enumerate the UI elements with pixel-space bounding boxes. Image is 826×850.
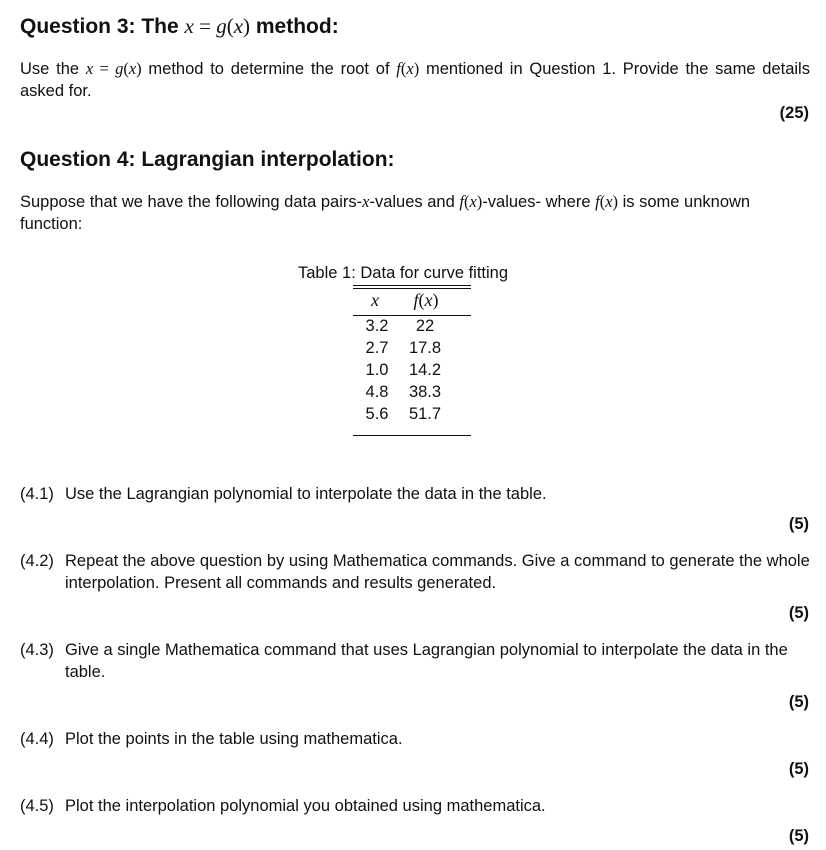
table-header-x: x	[371, 290, 379, 310]
heading-math: x = g(x)	[184, 14, 251, 38]
table-caption: Table 1: Data for curve fitting	[298, 264, 509, 282]
table-cell-fx: 17.8	[408, 339, 442, 357]
question-4-intro: Suppose that we have the following data pairs-x-values and f(x)-values- where f(x) is some unknown function:	[20, 192, 751, 233]
table-cell-x: 5.6	[365, 405, 389, 423]
table-cell-x: 3.2	[365, 317, 389, 335]
table-cell-fx: 14.2	[408, 361, 442, 379]
question-3-heading: Question 3: The x = g(x) method:	[20, 14, 339, 38]
question-4-heading: Question 4: Lagrangian interpolation:	[20, 148, 395, 171]
subquestion-4-1: (4.1) Use the Lagrangian polynomial to interpolate the data in the table.	[20, 485, 547, 503]
subquestion-4-4: (4.4) Plot the points in the table using mathematica.	[20, 730, 403, 748]
table-top-rule-2	[353, 288, 471, 289]
question-3-marks: (25)	[779, 104, 809, 122]
subquestion-4-3-marks: (5)	[788, 693, 809, 711]
subquestion-4-4-marks: (5)	[788, 760, 809, 778]
table-cell-fx: 22	[415, 317, 435, 335]
table-bottom-rule	[353, 435, 471, 436]
table-cell-fx: 51.7	[408, 405, 442, 423]
subquestion-4-1-marks: (5)	[788, 515, 809, 533]
question-3-body: Use the x = g(x) method to determine the root of f(x) mentioned in Question 1. Provide the same details asked for.	[20, 59, 810, 100]
subquestion-4-2: (4.2) Repeat the above question by using Mathematica commands. Give a command to generate the whole interpolation. Present all commands and results generated.	[20, 552, 810, 592]
table-cell-x: 2.7	[365, 339, 389, 357]
table-header-rule	[353, 315, 471, 316]
subquestion-4-3: (4.3) Give a single Mathematica command that uses Lagrangian polynomial to interpolate the data in the table.	[20, 641, 788, 681]
subquestion-4-5: (4.5) Plot the interpolation polynomial you obtained using mathematica.	[20, 797, 546, 815]
table-cell-fx: 38.3	[408, 383, 442, 401]
table-header-fx: f(x)	[413, 290, 439, 310]
table-cell-x: 1.0	[365, 361, 389, 379]
table-cell-x: 4.8	[365, 383, 389, 401]
subquestion-4-2-marks: (5)	[788, 604, 809, 622]
table-top-rule	[353, 285, 471, 286]
subquestion-4-5-marks: (5)	[788, 827, 809, 845]
